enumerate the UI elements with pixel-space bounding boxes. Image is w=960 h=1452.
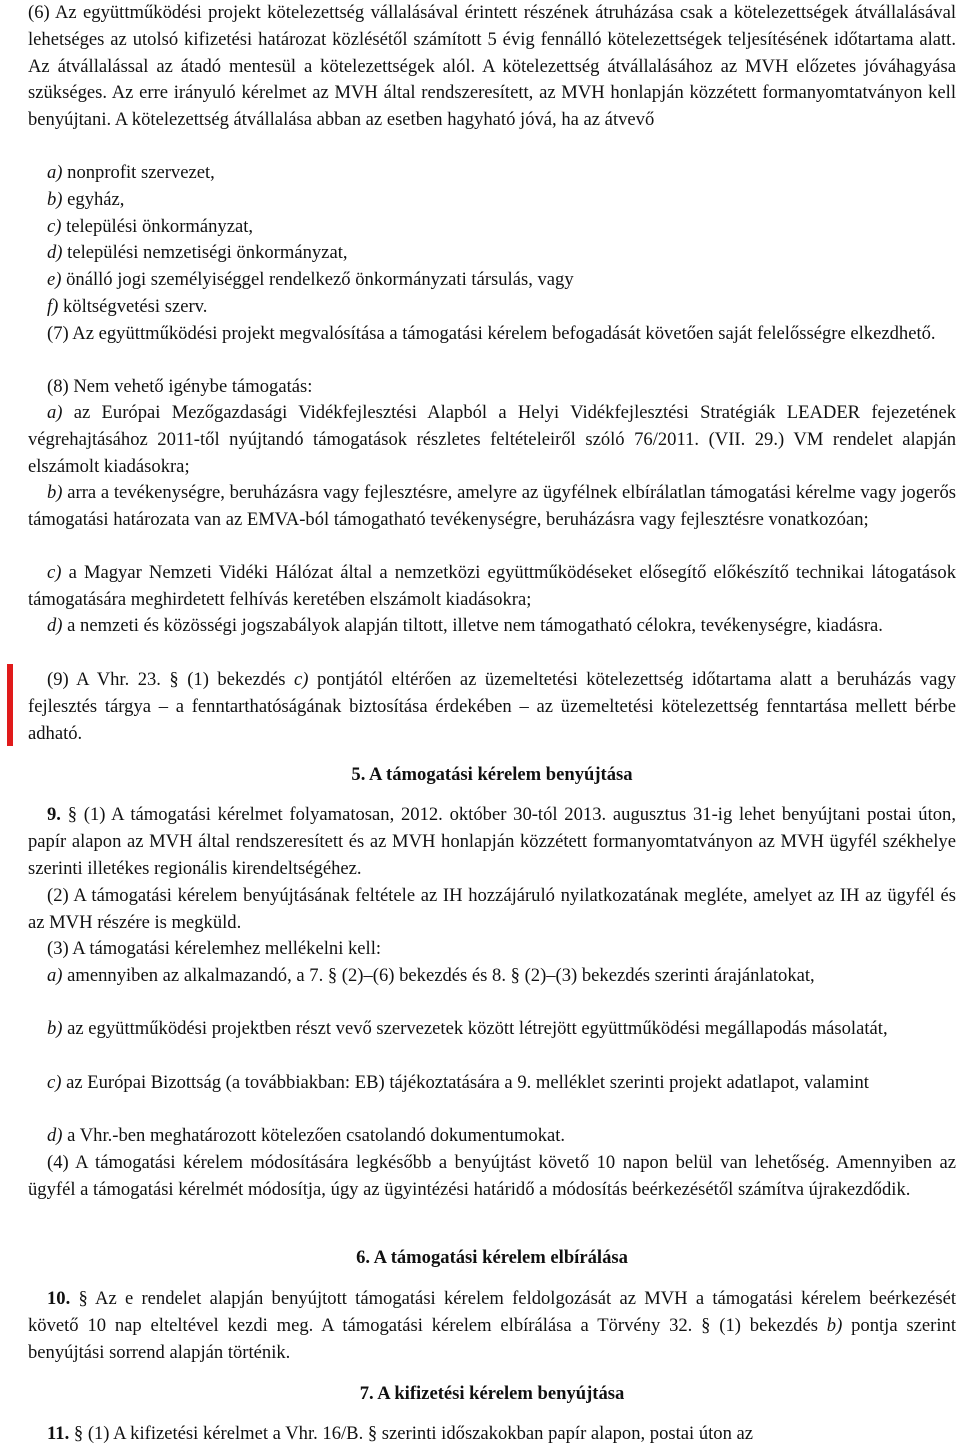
list-item-6c: c) települési önkormányzat, xyxy=(47,216,254,237)
section-9-paragraph-4: (4) A támogatási kérelem módosítására legkésőbb a benyújtást követő 10 napon belül van lehetőség. Amennyiben az ügyfél a támogatási kérelmét módosítja, úgy az ügyintézési határidő a módosítás beérkezésétől számítva újrakezdődik. xyxy=(28,1152,956,1200)
paragraph-6: (6) Az együttműködési projekt kötelezettség vállalásával érintett részének átruházása csak a kötelezettségek átvállalásával lehetséges az utolsó kifizetési határozat közlésétől számított 5 évig fennálló kötelezettségek teljesítésének időtartama alatt. Az átvállalással az átadó mentesül a kötelezettségek alól. A kötelezettség átvállalásához az MVH előzetes jóváhagyása szükséges. Az erre irányuló kérelmet az MVH által rendszeresített, az MVH honlapján közzétett formanyomtatványon kell benyújtani. A kötelezettség átvállalása abban az esetben hagyható jóvá, ha az átvevő xyxy=(28,2,956,130)
list-item-9a: a) amennyiben az alkalmazandó, a 7. § (2)–(6) bekezdés és 8. § (2)–(3) bekezdés szerinti árajánlatokat, xyxy=(47,965,815,986)
list-item-6b: b) egyház, xyxy=(47,189,125,210)
list-item-9d: d) a Vhr.-ben meghatározott kötelezően csatolandó dokumentumokat. xyxy=(47,1125,566,1146)
list-item-6e: e) önálló jogi személyiséggel rendelkező önkormányzati társulás, vagy xyxy=(47,269,574,290)
section-9-paragraph-3: (3) A támogatási kérelemhez mellékelni kell: xyxy=(47,938,382,959)
list-item-8c: c) a Magyar Nemzeti Vidéki Hálózat által a nemzetközi együttműködéseket elősegítő előkészítő technikai látogatások támogatására meghirdetett felhívás keretében elszámolt kiadásokra; xyxy=(28,562,956,610)
section-9-paragraph-2: (2) A támogatási kérelem benyújtásának feltétele az IH hozzájáruló nyilatkozatának megléte, amelyet az IH az ügyfél és az MVH részére is megküld. xyxy=(28,885,956,933)
paragraph-7: (7) Az együttműködési projekt megvalósítása a támogatási kérelem befogadását követően saját felelősségre elkezdhető. xyxy=(47,323,936,344)
list-item-8b: b) arra a tevékenységre, beruházásra vagy fejlesztésre, amelyre az ügyfélnek elbírálatlan támogatási kérelme vagy jogerős támogatási határozata van az EMVA-ból támogatható tevékenységre, beruházásra vagy fejlesztésre vonatkozóan; xyxy=(28,482,956,530)
paragraph-9: (9) A Vhr. 23. § (1) bekezdés c) pontjától eltérően az üzemeltetési kötelezettség időtartama alatt a beruházás vagy fejlesztés tárgya – a fenntarthatóságának biztosítása érdekében – az üzemeltetési kötelezettség fenntartása mellett bérbe adható. xyxy=(28,669,957,744)
list-item-8d: d) a nemzeti és közösségi jogszabályok alapján tiltott, illetve nem támogatható célokra, tevékenységre, kiadásra. xyxy=(47,615,883,636)
list-item-8a: a) az Európai Mezőgazdasági Vidékfejlesztési Alapból a Helyi Vidékfejlesztési Stratégiák LEADER fejezetének végrehajtásához 2011-től nyújtandó támogatások részletes feltételeiről szóló 76/2011. (VII. 29.) VM rendelet alapján elszámolt kiadásokra; xyxy=(28,402,956,477)
paragraph-8-intro: (8) Nem vehető igénybe támogatás: xyxy=(47,376,313,397)
section-11-paragraph: 11. § (1) A kifizetési kérelmet a Vhr. 16/B. § szerinti időszakokban papír alapon, postai úton az xyxy=(47,1423,754,1444)
section-10-paragraph: 10. § Az e rendelet alapján benyújtott támogatási kérelem feldolgozását az MVH a támogatási kérelem beérkezését követő 10 nap elteltével kezdi meg. A támogatási kérelem elbírálása a Törvény 32. § (1) bekezdés b) pontja szerint benyújtási sorrend alapján történik. xyxy=(28,1288,956,1363)
list-item-9c: c) az Európai Bizottság (a továbbiakban: EB) tájékoztatására a 9. melléklet szerinti projekt adatlapot, valamint xyxy=(47,1072,869,1093)
list-item-6f: f) költségvetési szerv. xyxy=(47,296,208,317)
list-item-9b: b) az együttműködési projektben részt vevő szervezetek között létrejött együttműködési megállapodás másolatát, xyxy=(47,1018,888,1039)
change-bar xyxy=(7,664,13,746)
section-heading-5: 5. A támogatási kérelem benyújtása xyxy=(351,764,633,785)
section-9-paragraph-1: 9. § (1) A támogatási kérelmet folyamatosan, 2012. október 30-tól 2013. augusztus 31-ig lehet benyújtani postai úton, papír alapon az MVH által rendszeresített és az MVH honlapján közzétett formanyomtatványon az MVH ügyfél székhelye szerinti illetékes regionális kirendeltségéhez. xyxy=(28,804,956,879)
list-item-6d: d) települési nemzetiségi önkormányzat, xyxy=(47,242,348,263)
section-heading-6: 6. A támogatási kérelem elbírálása xyxy=(356,1247,628,1268)
list-item-6a: a) nonprofit szervezet, xyxy=(47,162,215,183)
section-heading-7: 7. A kifizetési kérelem benyújtása xyxy=(359,1383,625,1404)
